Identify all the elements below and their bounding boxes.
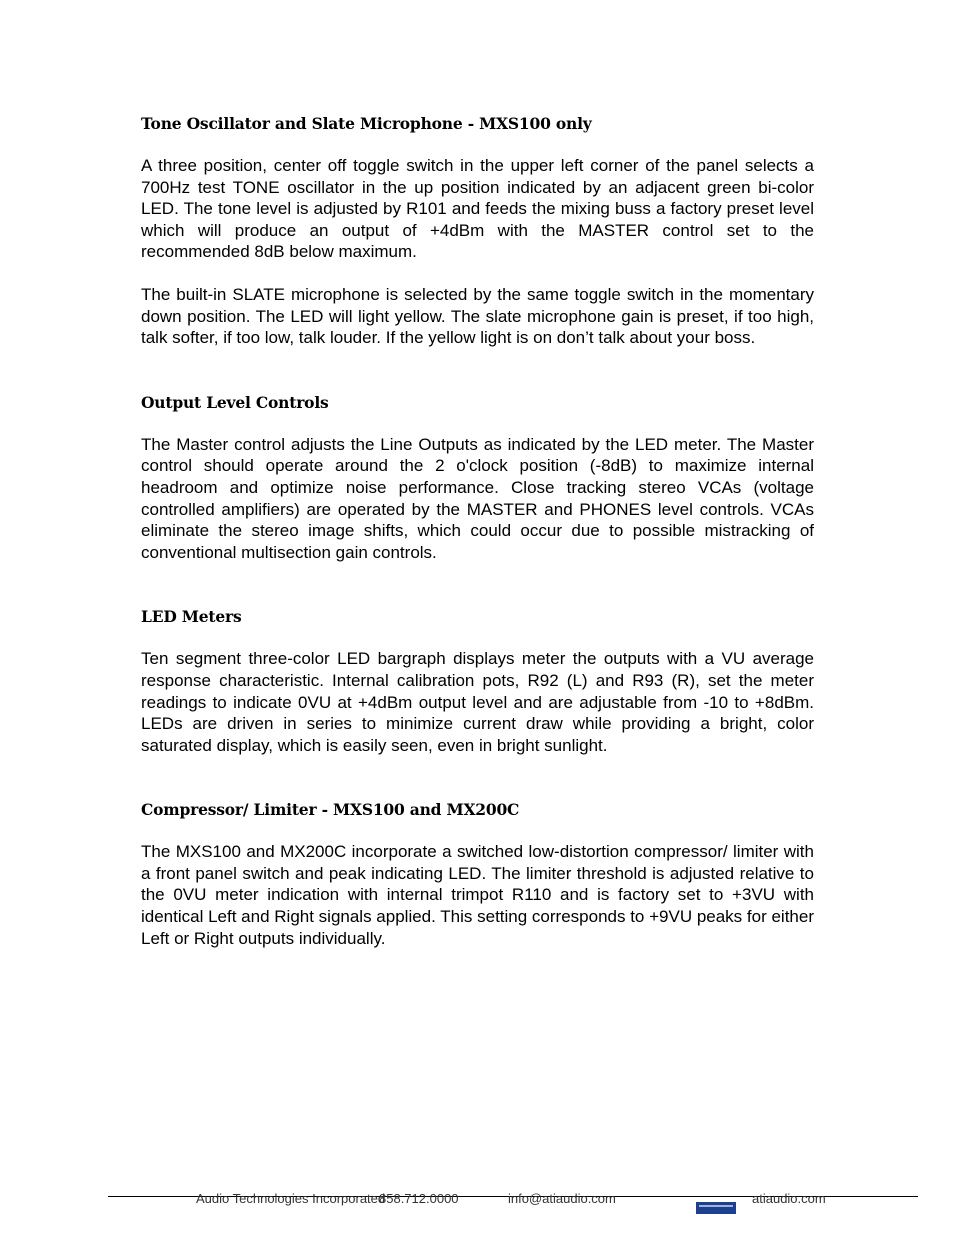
paragraph-output-level-controls: The Master control adjusts the Line Outputs as indicated by the LED meter. The Master control should operate around the 2 o'clock position (-8dB) to maximize internal headroom and optimize noise performance. Close tracking stereo VCAs (voltage controlled amplifiers) are operated by the MASTER and PHONES level controls. VCAs eliminate the stereo image shifts, which could occur due to possible mistracking of conventional multisection gain controls. <box>141 434 814 562</box>
paragraph-led-meters: Ten segment three-color LED bargraph displays meter the outputs with a VU average response characteristic. Internal calibration pots, R92 (L) and R93 (R), set the meter readings to indicate 0VU at +4dBm output level and are adjustable from -10 to +8dBm. LEDs are driven in series to minimize current draw while providing a bright, color saturated display, which is easily seen, even in bright sunlight. <box>141 649 814 755</box>
paragraph-tone-oscillator: A three position, center off toggle switch in the upper left corner of the panel selects a 700Hz test TONE oscillator in the up position indicated by an adjacent green bi-color LED. The tone level is adjusted by R101 and feeds the mixing buss a factory preset level which will produce an output of +4dBm with the MASTER control set to the recommended 8dB below maximum. <box>141 156 814 262</box>
footer-company: Audio Technologies Incorporated <box>196 1191 386 1206</box>
section-heading-led-meters: LED Meters <box>141 607 242 627</box>
paragraph-slate-microphone: The built-in SLATE microphone is selected by the same toggle switch in the momentary down position. The LED will light yellow. The slate microphone gain is preset, if too high, talk softer, if too low, talk louder. If the yellow light is on don’t talk about your boss. <box>141 284 814 348</box>
ati-logo-icon <box>696 1202 736 1214</box>
footer-phone: 858.712.0000 <box>379 1191 459 1206</box>
section-heading-compressor-limiter: Compressor/ Limiter - MXS100 and MX200C <box>141 800 520 820</box>
page-footer <box>108 1191 918 1235</box>
section-heading-output-level-controls: Output Level Controls <box>141 392 329 412</box>
footer-email: info@atiaudio.com <box>508 1191 616 1206</box>
paragraph-compressor-limiter: The MXS100 and MX200C incorporate a switched low-distortion compressor/ limiter with a front panel switch and peak indicating LED. The limiter threshold is adjusted relative to the 0VU meter indication with internal trimpot R110 and is factory set to +3VU with identical Left and Right signals applied. This setting corresponds to +9VU peaks for either Left or Right outputs individually. <box>141 842 814 948</box>
section-heading-tone-oscillator: Tone Oscillator and Slate Microphone - MXS100 only <box>141 114 592 133</box>
footer-web: atiaudio.com <box>752 1191 826 1206</box>
document-body <box>141 112 814 949</box>
